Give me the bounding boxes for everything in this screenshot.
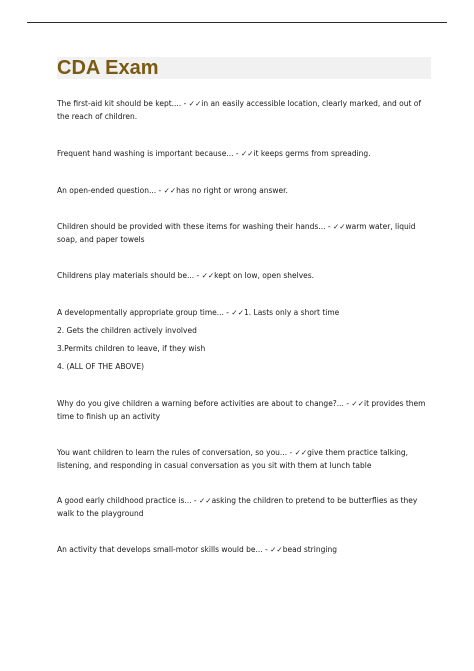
qa-item-hand-washing xyxy=(57,147,433,160)
question-text: Frequent hand washing is important because... - xyxy=(57,149,241,158)
qa-item-practice xyxy=(57,494,433,520)
qa-item-group-time-3 xyxy=(57,342,433,355)
answer-text: ✓✓it keeps germs from spreading. xyxy=(240,149,371,158)
question-text: An open-ended question... - xyxy=(57,186,164,195)
question-text: Childrens play materials should be... - xyxy=(57,271,202,280)
qa-item-conversation xyxy=(57,446,433,472)
answer-text: 4. (ALL OF THE ABOVE) xyxy=(57,362,144,371)
question-text: An activity that develops small-motor skills would be... - xyxy=(57,545,271,554)
top-divider xyxy=(27,22,447,23)
question-text: A developmentally appropriate group time... - xyxy=(57,308,232,317)
answer-text: 2. Gets the children actively involved xyxy=(57,326,197,335)
question-text: Children should be provided with these items for washing their hands... - xyxy=(57,222,333,231)
qa-item-group-time-2 xyxy=(57,324,433,337)
question-text: Why do you give children a warning before activities are about to change?... - xyxy=(57,399,352,408)
qa-item-hand-washing-items xyxy=(57,220,433,246)
qa-item-open-ended xyxy=(57,184,433,197)
qa-item-group-time-4 xyxy=(57,360,433,373)
qa-item-group-time xyxy=(57,306,433,319)
answer-text: ✓✓it provides them time to finish up an activity xyxy=(57,399,426,421)
answer-text: ✓✓warm water, liquid soap, and paper towels xyxy=(57,222,416,244)
answer-text: 3.Permits children to leave, if they wish xyxy=(57,344,206,353)
question-text: A good early childhood practice is... - xyxy=(57,496,200,505)
qa-item-small-motor xyxy=(57,543,433,556)
qa-item-first-aid xyxy=(57,97,433,123)
answer-text: ✓✓bead stringing xyxy=(270,545,337,554)
qa-item-warning xyxy=(57,397,433,423)
answer-text: ✓✓asking the children to pretend to be butterflies as they walk to the playground xyxy=(57,496,418,518)
question-text: The first-aid kit should be kept.... - xyxy=(57,99,189,108)
document-title: CDA Exam xyxy=(57,57,159,79)
answer-text: ✓✓give them practice talking, listening, and responding in casual conversation as you sit with them at lunch table xyxy=(57,448,409,470)
answer-text: ✓✓kept on low, open shelves. xyxy=(201,271,315,280)
answer-text: ✓✓1. Lasts only a short time xyxy=(231,308,340,317)
answer-text: ✓✓in an easily accessible location, clearly marked, and out of the reach of children. xyxy=(57,99,422,121)
answer-text: ✓✓has no right or wrong answer. xyxy=(163,186,288,195)
question-text: You want children to learn the rules of conversation, so you... - xyxy=(57,448,295,457)
qa-item-play-materials xyxy=(57,269,433,282)
